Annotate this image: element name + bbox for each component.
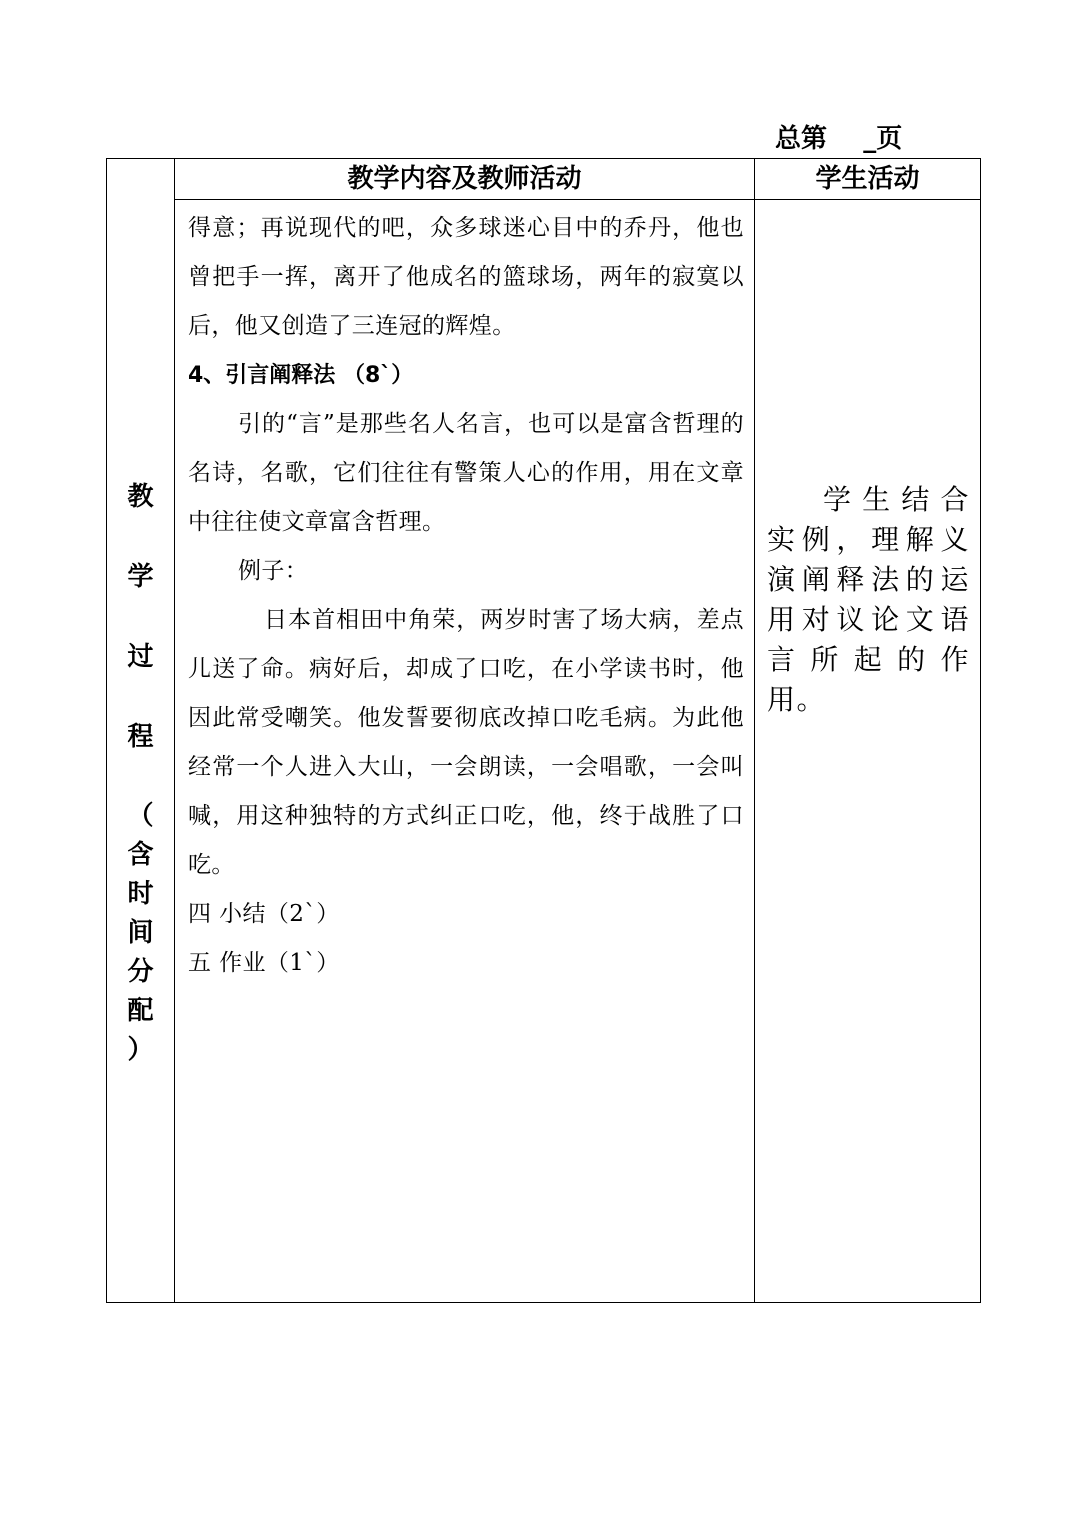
process-label-char: 分 bbox=[127, 957, 154, 987]
teaching-content-cell bbox=[175, 200, 755, 1303]
student-activity-cell bbox=[755, 200, 981, 1303]
process-label-char: 配 bbox=[127, 996, 154, 1026]
process-label-char: 时 bbox=[127, 879, 154, 909]
section-heading: 4、引言阐释法 （8`） bbox=[188, 363, 414, 388]
process-label bbox=[107, 159, 174, 1070]
process-label-char: 教 bbox=[127, 482, 154, 512]
process-label-cell bbox=[107, 159, 175, 1303]
content-paragraph: 引的“言”是那些名人名言，也可以是富含哲理的名诗，名歌，它们往往有警策人心的作用，用在文章中往往使文章富含哲理。 bbox=[188, 411, 744, 535]
content-paragraph: 日本首相田中角荣，两岁时害了场大病，差点儿送了命。病好后，却成了口吃，在小学读书时，他因此常受嘲笑。他发誓要彻底改掉口吃毛病。为此他经常一个人进入大山，一会朗读，一会唱歌，一会叫喊，用这种独特的方式纠正口吃，他，终于战胜了口吃。 bbox=[188, 607, 744, 878]
student-header: 学生活动 bbox=[755, 159, 981, 200]
lesson-plan-table bbox=[106, 158, 981, 1303]
page-number: 总第 _页 bbox=[775, 124, 903, 154]
process-label-char: （ bbox=[127, 801, 154, 831]
content-paragraph: 得意；再说现代的吧，众多球迷心目中的乔丹，他也曾把手一挥，离开了他成名的篮球场，两年的寂寞以后，他又创造了三连冠的辉煌。 bbox=[188, 215, 744, 339]
process-label-char: ） bbox=[127, 1035, 154, 1065]
student-activity-text: 学生结合实例，理解义演阐释法的运用对议论文语言所起的作用。 bbox=[767, 483, 970, 716]
content-paragraph: 四 小结（2`） bbox=[188, 901, 340, 927]
process-label-char: 程 bbox=[127, 722, 154, 752]
content-paragraph: 五 作业（1`） bbox=[188, 950, 340, 976]
process-label-char: 学 bbox=[127, 562, 154, 592]
content-header: 教学内容及教师活动 bbox=[175, 159, 755, 200]
process-label-char: 间 bbox=[127, 918, 154, 948]
process-label-char: 含 bbox=[127, 840, 154, 870]
content-paragraph: 例子： bbox=[238, 558, 309, 584]
process-label-char: 过 bbox=[127, 642, 154, 672]
